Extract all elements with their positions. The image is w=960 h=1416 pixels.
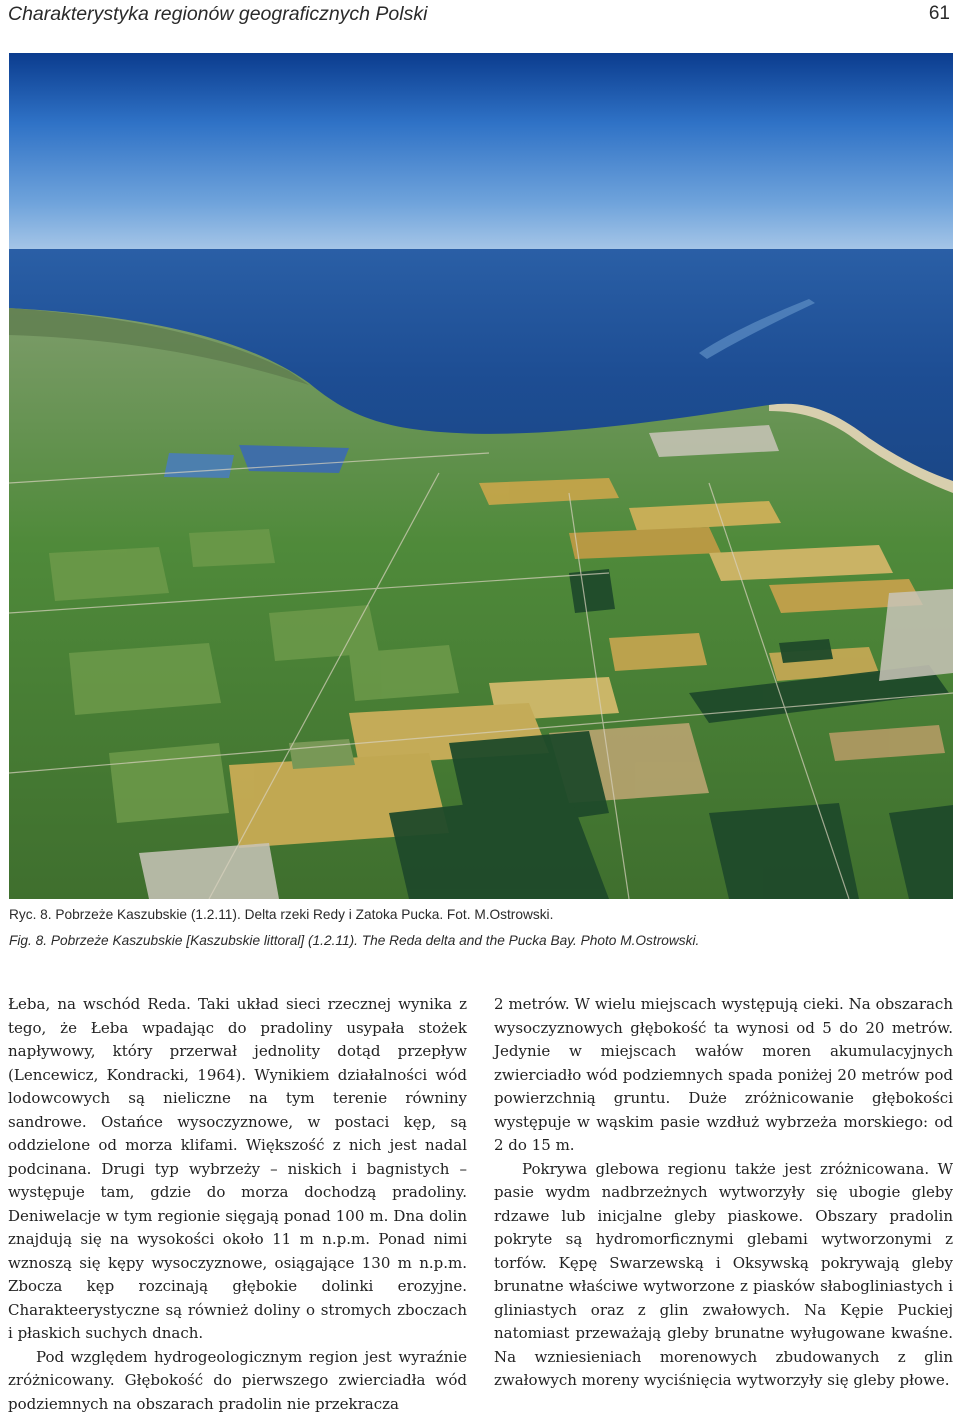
- paragraph: Łeba, na wschód Reda. Taki układ sieci rzecznej wynika z tego, że Łeba wpadając do pradoliny usypała stożek napływowy, który przerwał jednolity dotąd przepływ (Lencewicz, Kondracki, 1964). Wynikiem działalności wód lodowcowych są nieliczne na tym terenie równiny sandrowe. Ostańce wysoczyznowe, w postaci kęp, są oddzielone od morza klifami. Większość z nich jest nadal podcinana. Drugi typ wybrzeży – niskich i bagnistych – występuje tam, gdzie do morza dochodzą pradoliny. Deniwelacje w tym regionie sięgają ponad 100 m. Dna dolin znajdują się na wysokości około 11 m n.p.m. Ponad nimi wznoszą się kępy wysoczyznowe, osiągające 130 m n.p.m. Zbocza kęp rozcinają głębokie dolinki erozyjne. Charakteerystyczne są również doliny o stromych zboczach i płaskich suchych dnach.: [8, 993, 467, 1346]
- body-column-left: [8, 993, 467, 1416]
- figure-caption-polish: Ryc. 8. Pobrzeże Kaszubskie (1.2.11). Delta rzeki Redy i Zatoka Pucka. Fot. M.Ostrowski.: [9, 907, 949, 922]
- figure-caption-english: Fig. 8. Pobrzeże Kaszubskie [Kaszubskie littoral] (1.2.11). The Reda delta and the Pucka Bay. Photo M.Ostrowski.: [9, 933, 949, 948]
- paragraph: Pokrywa glebowa regionu także jest zróżnicowana. W pasie wydm nadbrzeżnych wytworzyły się ubogie gleby rdzawe lub inicjalne gleby piaskowe. Obszary pradolin pokryte są hydromorficznymi glebami wytworzonymi z torfów. Kępę Swarzewską i Oksywską pokrywają gleby brunatne właściwe wytworzone z piasków słabogliniastych i gliniastych oraz z glin zwałowych. Na Kępie Puckiej natomiast przeważają gleby brunatne wyługowane kwaśne. Na wzniesieniach morenowych zbudowanych z glin zwałowych moreny wyciśnięcia wytworzyły się gleby płowe.: [494, 1158, 953, 1393]
- page-number: 61: [929, 3, 950, 25]
- body-column-right: [494, 993, 953, 1393]
- aerial-photo: [9, 53, 953, 899]
- paragraph: Pod względem hydrogeologicznym region jest wyraźnie zróżnicowany. Głębokość do pierwszego zwierciadła wód podziemnych na obszarach pradolin nie przekracza: [8, 1346, 467, 1416]
- running-header: [8, 0, 950, 30]
- paragraph: 2 metrów. W wielu miejscach występują cieki. Na obszarach wysoczyznowych głębokość ta wynosi od 5 do 20 metrów. Jedynie w miejscach wałów moren akumulacyjnych zwierciadło wód podziemnych spada poniżej 20 metrów pod powierzchnią gruntu. Duże zróżnicowanie głębokości występuje w wąskim pasie wzdłuż wybrzeża morskiego: od 2 do 15 m.: [494, 993, 953, 1158]
- running-title: Charakterystyka regionów geograficznych Polski: [8, 3, 427, 26]
